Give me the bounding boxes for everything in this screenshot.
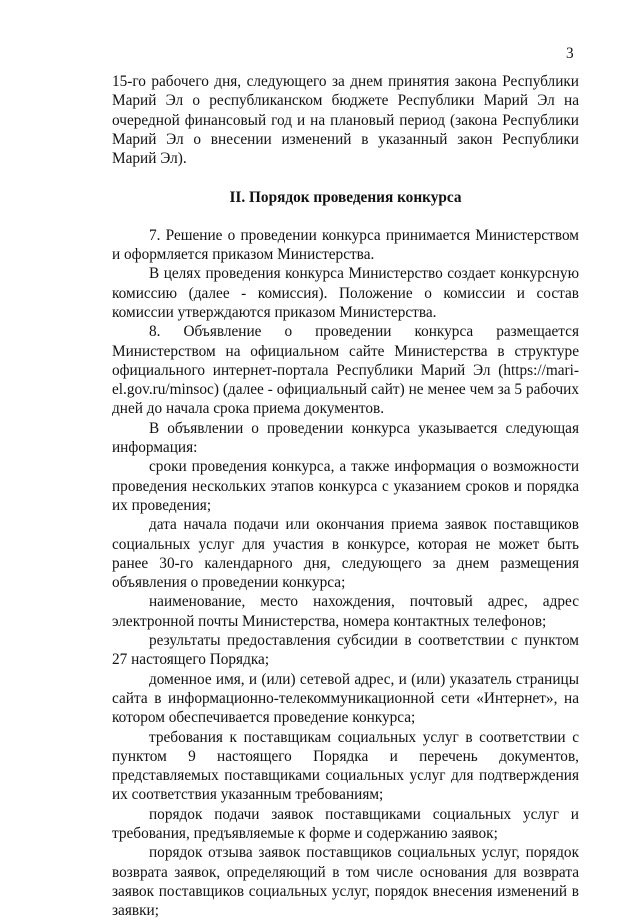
list-item-deadlines: сроки проведения конкурса, а также информация о возможности проведения нескольких этапов конкурса с указанием сроков и порядка их проведения;: [112, 458, 579, 514]
list-item-submission-procedure: порядок подачи заявок поставщиками социальных услуг и требования, предъявляемые к форме и содержанию заявок;: [112, 805, 579, 842]
section-heading: II. Порядок проведения конкурса: [229, 189, 462, 207]
paragraph-item-7: 7. Решение о проведении конкурса принимается Министерством и оформляется приказом Министерства.: [112, 226, 579, 264]
paragraph-commission: В целях проведения конкурса Министерство создает конкурсную комиссию (далее - комиссия). Положение о комиссии и состав комиссии утверждаются приказом Министерства.: [112, 265, 579, 321]
list-item-domain-name: доменное имя, и (или) сетевой адрес, и (или) указатель страницы сайта в информационно-телекоммуникационной сети «Интернет», на котором обеспечивается проведение конкурса;: [112, 670, 579, 727]
list-item-provider-requirements: требования к поставщикам социальных услуг в соответствии с пунктом 9 настоящего Порядка и перечень документов, представляемых поставщиками социальных услуг для подтверждения их соответствия указанным требованиям;: [112, 728, 579, 804]
list-item-subsidy-results: результаты предоставления субсидии в соответствии с пунктом 27 настоящего Порядка;: [112, 632, 579, 669]
list-item-ministry-contacts: наименование, место нахождения, почтовый адрес, адрес электронной почты Министерства, номера контактных телефонов;: [112, 593, 579, 630]
paragraph-announcement-info: В объявлении о проведении конкурса указывается следующая информация:: [112, 419, 579, 457]
list-item-application-dates: дата начала подачи или окончания приема заявок поставщиков социальных услуг для участия в конкурсе, которая не может быть ранее 30-го календарного дня, следующего за днем размещения объявления о проведении конкурса;: [112, 516, 579, 592]
page-number: 3: [566, 45, 574, 62]
paragraph-item-8: 8. Объявление о проведении конкурса размещается Министерством на официальном сайте Министерства в структуре официального интернет-портала Республики Марий Эл (https://mari-el.gov.ru/minsoc) (далее - официальный сайт) не менее чем за 5 рабочих дней до начала срока приема документов.: [112, 323, 579, 418]
list-item-withdrawal-procedure: порядок отзыва заявок поставщиков социальных услуг, порядок возврата заявок, определяющий в том числе основания для возврата заявок поставщиков социальных услуг, порядок внесения изменений в заявки;: [112, 844, 579, 920]
document-body: [112, 72, 579, 920]
intro-paragraph: 15-го рабочего дня, следующего за днем принятия закона Республики Марий Эл о республиканском бюджете Республики Марий Эл на очередной финансовый год и на плановый период (закона Республики Марий Эл о внесении изменений в указанный закон Республики Марий Эл).: [112, 73, 579, 168]
